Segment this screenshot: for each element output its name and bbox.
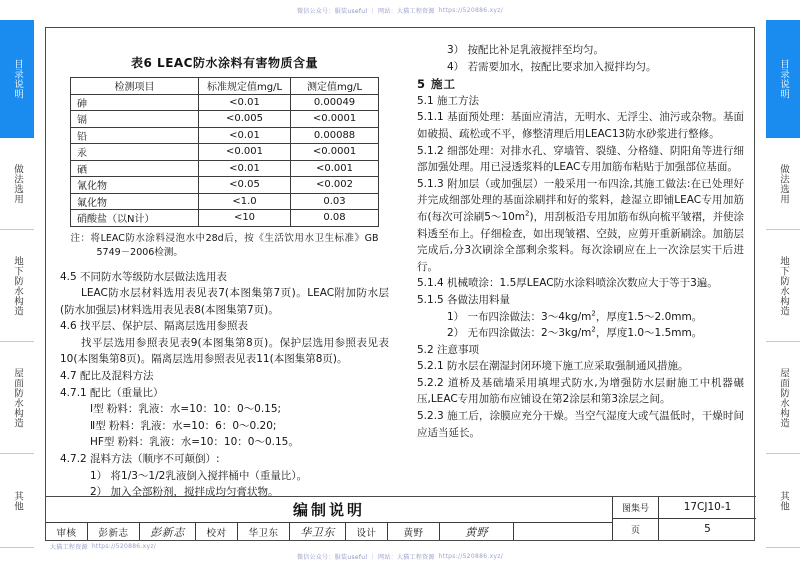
design-name: 黄野 — [388, 523, 440, 540]
ratio-item-type-1: Ⅰ型 粉料：乳液：水=10：10：0～0.15; — [90, 403, 282, 416]
atlas-label: 图集号 — [613, 497, 659, 518]
table6-cell-meas-7: 0.08 — [291, 210, 379, 227]
mixing-step-4: 4） 若需要加水，按配比要求加入搅拌均匀。 — [447, 60, 657, 73]
sidebar-item-methods-right[interactable] — [766, 138, 800, 230]
design-signature: 黄野 — [440, 523, 514, 540]
document-title: 编制说明 — [46, 497, 612, 523]
material-usage-item-1-sup: 2 — [591, 309, 596, 317]
sidebar-label-other-left: 其他 — [12, 490, 23, 511]
table6-cell-item-2: 铅 — [71, 127, 199, 144]
table-row — [71, 177, 379, 194]
sidebar-item-underground-left[interactable] — [0, 230, 34, 342]
table-row — [71, 210, 379, 227]
table6-cell-std-0: <0.01 — [199, 94, 291, 111]
section-5-2-heading: 5.2 注意事项 — [417, 343, 480, 356]
section-5-1-5-heading: 5.1.5 各做法用料量 — [417, 293, 511, 306]
table-row — [71, 193, 379, 210]
ratio-item-type-2: Ⅱ型 粉料：乳液：水=10：6：0～0.20; — [90, 419, 277, 432]
review-label: 审核 — [46, 523, 88, 540]
sheet-content — [46, 28, 756, 498]
material-usage-item-1-a: 1） 一布四涂做法：3～4kg/m — [447, 310, 592, 323]
table6-cell-meas-6: 0.03 — [291, 193, 379, 210]
table6-cell-item-6: 氟化物 — [71, 193, 199, 210]
sidebar-right — [766, 20, 800, 548]
table6-cell-meas-0: 0.00049 — [291, 94, 379, 111]
check-signature: 华卫东 — [290, 523, 346, 540]
sidebar-item-underground-right[interactable] — [766, 230, 800, 342]
title-block-left — [46, 497, 612, 540]
document-page — [0, 20, 800, 551]
material-usage-item-2-sup: 2 — [591, 325, 596, 334]
sidebar-item-roof-left[interactable] — [0, 342, 34, 454]
material-usage-item-2-a: 2） 无布四涂做法：2～3kg/m — [447, 327, 592, 340]
section-5-1-3-superscript: 2 — [525, 209, 530, 218]
sidebar-label-roof-right: 屋面防水构造 — [778, 367, 789, 428]
sidebar-left — [0, 20, 34, 548]
section-4-6-body: 找平层选用参照表见表9(本图集第8页)。保护层选用参照表见表10(本图集第8页)。隔离层选用参照表见表11(本图集第8页)。 — [60, 336, 389, 366]
section-5-1-3 — [417, 176, 744, 276]
table-row — [71, 127, 379, 144]
check-label: 校对 — [196, 523, 238, 540]
table6-cell-meas-3: <0.0001 — [291, 144, 379, 161]
sidebar-label-roof-left: 屋面防水构造 — [12, 367, 23, 428]
review-name: 彭新志 — [88, 523, 140, 540]
table6-cell-meas-2: 0.00088 — [291, 127, 379, 144]
material-usage-item-1 — [417, 309, 744, 326]
mixing-step-2: 2） 加入全部粉剂，搅拌成均匀膏状物。 — [90, 486, 279, 499]
table6-cell-std-4: <0.01 — [199, 160, 291, 177]
section-4-7-2-heading: 4.7.2 混料方法（顺序不可颠倒）: — [60, 453, 220, 466]
table6-cell-item-3: 汞 — [71, 144, 199, 161]
section-5-1-3-part-a: 5.1.3 附加层（或加强层）一般采用一布四涂,其施工做法:在已处理好并完成细部处理的基面涂刷拌和好的浆料，趁湿立即铺LEAC专用加筋布(每次可涂刷5～10m — [417, 177, 744, 223]
ratio-item-type-hf: HF型 粉料：乳液：水=10：10：0～0.15。 — [90, 436, 299, 449]
section-5-1-2: 5.1.2 细部处理：对排水孔、穿墙管、裂缝、分格缝、阴阳角等进行细部加强处理。用已浸透浆料的LEAC专用加筋布粘贴于加强部位基面。 — [417, 144, 744, 174]
page-row — [613, 519, 756, 541]
sidebar-item-other-left[interactable] — [0, 454, 34, 548]
table6-note: 注：将LEAC防水涂料浸泡水中28d后，按《生活饮用水卫生标准》GB 5749－2006检测。 — [70, 232, 379, 258]
table6-cell-meas-5: <0.002 — [291, 177, 379, 194]
watermark-titleblock-url: https://520886.xyz/ — [91, 542, 157, 550]
drawing-sheet — [45, 27, 755, 551]
sidebar-item-catalog-left[interactable] — [0, 20, 34, 138]
watermark-bottom — [0, 548, 800, 564]
title-block-right — [612, 497, 756, 540]
material-usage-item-2 — [417, 325, 744, 342]
sidebar-label-underground-left: 地下防水构造 — [12, 255, 23, 316]
section-4-7-1-heading: 4.7.1 配比（重量比） — [60, 386, 164, 399]
sidebar-label-methods-left: 做法选用 — [12, 163, 23, 204]
table6-header-standard: 标准规定值mg/L — [199, 78, 291, 95]
table6-cell-item-0: 砷 — [71, 94, 199, 111]
review-signature: 彭新志 — [140, 523, 196, 540]
sidebar-label-catalog-left-0: 目录说明 — [12, 58, 23, 99]
table-row — [71, 144, 379, 161]
section-4-7-heading: 4.7 配比及混料方法 — [60, 370, 154, 383]
table6-cell-std-6: <1.0 — [199, 193, 291, 210]
table6-cell-std-3: <0.001 — [199, 144, 291, 161]
watermark-bottom-text: 微信公众号：服装useful ｜ 网站：大猫工程资源 — [296, 553, 435, 561]
table6-header-row — [71, 78, 379, 95]
table6-cell-item-7: 硝酸盐（以N计） — [71, 210, 199, 227]
page-label: 页 — [613, 519, 659, 541]
table6-cell-std-5: <0.05 — [199, 177, 291, 194]
table6-cell-std-2: <0.01 — [199, 127, 291, 144]
section-4-5-heading: 4.5 不同防水等级防水层做法选用表 — [60, 270, 228, 283]
table-row — [71, 111, 379, 128]
section-5-2-2: 5.2.2 道桥及基础墙采用填埋式防水,为增强防水层耐施工中机器碾压,LEAC专用加筋布应铺设在第2涂层和第3涂层之间。 — [417, 376, 744, 406]
mixing-step-1: 1） 将1/3～1/2乳液倒入搅拌桶中（重量比）。 — [90, 469, 308, 482]
sidebar-label-methods-right: 做法选用 — [778, 163, 789, 204]
watermark-top-text: 微信公众号：服装useful ｜ 网站：大猫工程资源 — [296, 7, 435, 15]
section-4-6-heading: 4.6 找平层、保护层、隔离层选用参照表 — [60, 320, 249, 333]
title-block — [46, 496, 756, 540]
check-name: 华卫东 — [238, 523, 290, 540]
sidebar-item-catalog-right[interactable] — [766, 20, 800, 138]
watermark-titleblock-text: 大猫工程资源 — [50, 543, 88, 551]
page-number: 5 — [704, 523, 711, 536]
watermark-bottom-url: https://520886.xyz/ — [438, 552, 504, 560]
table6-cell-item-5: 氰化物 — [71, 177, 199, 194]
sidebar-item-methods-left[interactable] — [0, 138, 34, 230]
sidebar-item-other-right[interactable] — [766, 454, 800, 548]
table6 — [70, 77, 379, 227]
table6-cell-item-4: 硒 — [71, 160, 199, 177]
section-5-2-1: 5.2.1 防水层在潮湿封闭环境下施工应采取强制通风措施。 — [417, 360, 689, 373]
design-label: 设计 — [346, 523, 388, 540]
table6-title: 表6 LEAC防水涂料有害物质含量 — [131, 56, 318, 70]
section-5-1-1: 5.1.1 基面预处理：基面应清洁，无明水、无浮尘、油污或杂物。基面如破损、疏松或不平，修整清理后用LEAC13防水砂浆进行整修。 — [417, 111, 744, 140]
sidebar-item-roof-right[interactable] — [766, 342, 800, 454]
sidebar-label-catalog-right: 目录说明 — [778, 58, 789, 99]
section-5-heading: 5 施工 — [417, 77, 457, 92]
table6-header-measured: 测定值mg/L — [291, 78, 379, 95]
material-usage-item-2-b: ，厚度1.0～1.5mm。 — [595, 327, 703, 340]
table-row — [71, 160, 379, 177]
left-text-column — [46, 28, 401, 498]
table-row — [71, 94, 379, 111]
section-5-1-heading: 5.1 施工方法 — [417, 94, 480, 107]
table6-cell-std-1: <0.005 — [199, 111, 291, 128]
table6-cell-std-7: <10 — [199, 210, 291, 227]
section-5-1-4: 5.1.4 机械喷涂：1.5厚LEAC防水涂料喷涂次数应大于等于3遍。 — [417, 277, 718, 290]
section-5-1-3-part-b: )，用刮板沿专用加筋布纵向梳平皱褶，并使涂料透至布上。仔细检查，如出现皱褶、空鼓，应剪开重新刷涂。加筋层完成后,分3次刷涂全部剩余浆料。每次涂刷应在上一次涂层实干后进行。 — [417, 210, 744, 273]
atlas-number: 17CJ10-1 — [683, 501, 732, 514]
sidebar-label-other-right: 其他 — [778, 490, 789, 511]
section-4-5-body: LEAC防水层材料选用表见表7(本图集第7页)。LEAC附加防水层(防水加强层)材料选用表见表8(本图集第7页)。 — [60, 287, 389, 316]
right-text-column — [401, 28, 756, 498]
table6-cell-meas-1: <0.0001 — [291, 111, 379, 128]
atlas-row — [613, 497, 756, 519]
mixing-step-3: 3） 按配比补足乳液搅拌至均匀。 — [447, 44, 605, 56]
table6-header-item: 检测项目 — [71, 78, 199, 95]
sidebar-label-underground-right: 地下防水构造 — [778, 255, 789, 316]
table6-cell-meas-4: <0.001 — [291, 160, 379, 177]
table6-cell-item-1: 镉 — [71, 111, 199, 128]
watermark-top-url: https://520886.xyz/ — [438, 6, 504, 14]
section-5-2-3: 5.2.3 施工后，涂膜应充分干燥。当空气湿度大或气温低时，干燥时间应适当延长。 — [417, 410, 744, 439]
material-usage-item-1-b: ，厚度1.5～2.0mm。 — [595, 310, 703, 323]
watermark-top — [0, 2, 800, 18]
